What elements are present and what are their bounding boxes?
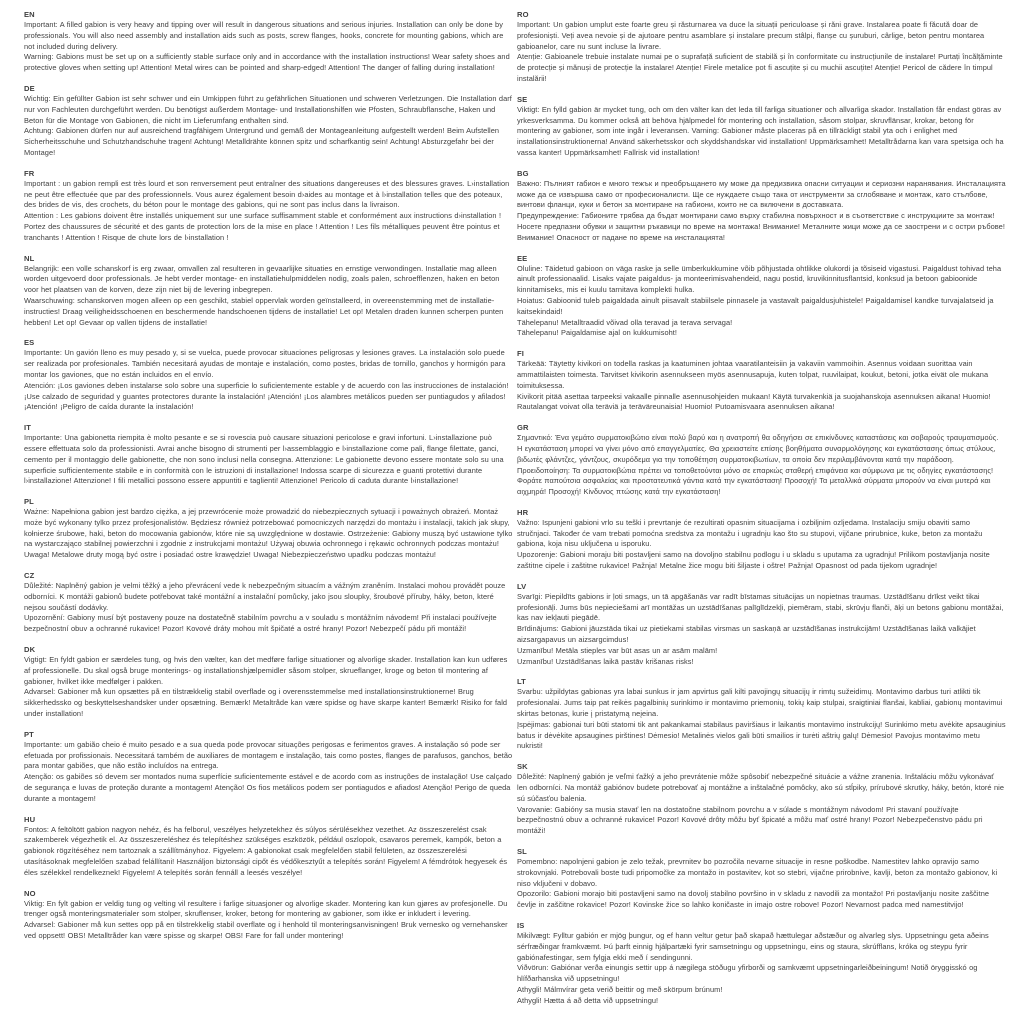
- instruction-paragraph: Предупреждение: Габионите трябва да бъдат монтирани само върху стабилна повърхност и в съответствие с инструкциите за монтаж! Носете предпазни обувки и защитни ръкавици по време на монтажа! Внимание! Металните жици може да се заострени и с остри ръбове! Внимание! Опасност от падане по време на инсталацията!: [517, 211, 1005, 242]
- instruction-paragraph: Wichtig: Ein gefüllter Gabion ist sehr schwer und ein Umkippen führt zu gefährlichen Situationen und schweren Verletzungen. Die Installation darf nur von Fachleuten durchgeführt werden. Du benötigst außerdem Montage- und Installationshilfen wie Pfosten, Schraubflansche, Haken und Beton für die Montage von Gabionen, die nicht im Lieferumfang enthalten sind.: [24, 93, 512, 125]
- language-section-ee: [517, 253, 1006, 340]
- instruction-paragraph: Important : un gabion rempli est très lourd et son renversement peut entraîner des situations dangereuses et des blessures graves. L›installation ne peut être effectuée que par des professionnels. Vous aurez également besoin d›aides au montage et à l›installation telles que des poteaux, des brides de vis, des crochets, du béton pour le montage des gabions, qui ne sont pas inclus dans la livraison.: [24, 178, 510, 210]
- instruction-paragraph: Belangrijk: een volle schanskorf is erg zwaar, omvallen zal resulteren in gevaarlijke situaties en ernstige verwondingen. Installatie mag alleen worden uitgevoerd door professionals. Je hebt verder montage- en installatiehulpmiddelen nodig, zoals palen, schroefflenzen, haken en beton voor het plaatsen van de korven, deze zijn niet bij de levering inbegrepen.: [24, 263, 500, 295]
- language-section-sl: [517, 846, 1006, 911]
- language-code-label: NO: [24, 888, 36, 898]
- language-section-cz: [24, 570, 513, 635]
- instruction-paragraph: Importante: Un gavión lleno es muy pesado y, si se vuelca, puede provocar situaciones peligrosas y lesiones graves. La instalación solo puede ser realizada por profesionales. También necesitará ayudas de montaje e instalación, como postes, bridas de tornillo, ganchos y hormigón para montar los gaviones, que no están incluidos en el envío.: [24, 348, 506, 379]
- instruction-paragraph: Viktig: En fylt gabion er veldig tung og velting vil resultere i farlige situasjoner og alvorlige skader. Montering kan kun gjøres av profesjonelle. Du trenger også monteringsmaterialer som stolper, skruflenser, kroker, betong for montering av gabioner, som ikke er inkludert i levering.: [24, 898, 508, 919]
- language-code-label: LV: [517, 581, 527, 591]
- instruction-paragraph: Advarsel: Gabioner må kun opsættes på en tilstrækkelig stabil overflade og i overensstemmelse med installationsinstruktionerne! Brug sikkerhedssko og beskyttelseshandsker under opsætning. Bemærk! Metaltråde kan være spidse og have skarpe kanter! Bemærk! Risiko for fald under installation!: [24, 687, 508, 719]
- instruction-paragraph: Įspėjimas: gabionai turi būti statomi tik ant pakankamai stabilaus paviršiaus ir laikantis montavimo instrukcijų! Surinkimo metu avėkite apsauginius batus ir dėvėkite apsaugines pirštines! Dėmesio! Metalinės vielos gali būti smailios ir turėti aštrių galų! Dėmesio! Pavojus montavimo metu nukristi!: [517, 719, 1006, 751]
- instruction-paragraph: Viktigt: En fylld gabion är mycket tung, och om den välter kan det leda till farliga situationer och allvarliga skador. Installation får endast göras av yrkesverksamma. Du kommer också att behöva hjälpmedel för montering och installation, såsom stolpar, skruvflänsar, krokar, betong för montering av gabioner, som inte ingår i leveransen. Varning: Gabioner måste placeras på en tillräckligt stabil yta och i enlighet med installationsinstruktionerna! Använd säkerhetsskor och skyddshandskar vid installation! Uppmärksamhet! Metalltrådarna kan vara spetsiga och ha vassa kanter! Uppmärksamhet! Fallrisk vid installation!: [517, 104, 1004, 157]
- instruction-paragraph: Achtung: Gabionen dürfen nur auf ausreichend tragfähigem Untergrund und gemäß der Montageanleitung aufgestellt werden! Beim Aufstellen Sicherheitsschuhe und Schutzhandschuhe tragen! Achtung! Metalldrähte können spitz und scharfkantig sein! Achtung! Absturzgefahr bei der Montage!: [24, 126, 500, 157]
- language-code-label: LT: [517, 677, 526, 687]
- instruction-paragraph: Important: A filled gabion is very heavy and tipping over will result in dangerous situations and serious injuries. Installation can only be done by professionals. You will also need assembly and installation aids such as posts, screw flanges, hooks, concrete for mounting gabions, which are not included during delivery.: [24, 20, 504, 51]
- instruction-paragraph: Attention : Les gabions doivent être installés uniquement sur une surface suffisamment stable et conformément aux instructions d›installation ! Portez des chaussures de sécurité et des gants de protection lors de la mise en place ! Attention ! Les fils métalliques peuvent être pointus et tranchants ! Attention ! Risque de chute lors de l›installation !: [24, 211, 502, 242]
- column-right: [517, 9, 1006, 1016]
- language-section-no: [24, 888, 513, 942]
- language-code-label: DK: [24, 645, 36, 655]
- instruction-paragraph: Ważne: Napełniona gabion jest bardzo ciężka, a jej przewrócenie może prowadzić do niebezpiecznych sytuacji i poważnych obrażeń. Montaż może być wykonany tylko przez profesjonalistów. Będziesz również potrzebować pomocniczych narzędzi do montażu i instalacji, takich jak słupy, kołnierze śrubowe, haki, beton do mocowania gabionów, które nie są uwzględnione w dostawie. Ostrzeżenie: Gabiony muszą być ustawione tylko na wystarczająco stabilnej powierzchni i zgodnie z instrukcjami montażu! Używaj obuwia ochronnego i rękawic ochronnych podczas montażu! Uwaga! Metalowe druty mogą być ostre i posiadać ostre krawędzie! Uwaga! Niebezpieczeństwo upadku podczas montażu!: [24, 507, 513, 560]
- instruction-paragraph: Importante: Una gabionetta riempita è molto pesante e se si rovescia può causare situazioni pericolose e gravi infortuni. L›installazione può essere effettuata solo da professionisti. Avrai anche bisogno di strumenti per l›assemblaggio e l›installazione come pali, flange filettate, ganci, cemento per il montaggio delle gabionette, che non sono inclusi nella consegna. Attenzione: Le gabionette devono essere montate solo su una superficie sufficientemente stabile e in conformità con le istruzioni di installazione! Indossa scarpe di sicurezza e guanti protettivi durante l›installazione! Attenzione! I fili metallici possono essere appuntiti e taglienti! Attenzione! Pericolo di caduta durante l›installazione!: [24, 433, 504, 486]
- instruction-paragraph: Athygli! Hætta á að detta við uppsetningu!: [517, 995, 659, 1005]
- language-section-hu: [24, 814, 513, 879]
- instruction-paragraph: Athygli! Málmvírar geta verið beittir og með skörpum brúnum!: [517, 984, 723, 994]
- instruction-paragraph: Atención: ¡Los gaviones deben instalarse solo sobre una superficie lo suficientemente estable y de acuerdo con las instrucciones de instalación! ¡Use calzado de seguridad y guantes protectores durante la instalación! ¡Atención! ¡Los alambres metálicos pueden ser puntiagudos y afilados! ¡Atención! ¡Peligro de caída durante la instalación!: [24, 380, 509, 412]
- language-code-label: EE: [517, 253, 528, 263]
- instruction-paragraph: Tärkeää: Täytetty kivikori on todella raskas ja kaatuminen johtaa vaaratilanteisiin ja vakaviin vammoihin. Asennus voidaan suorittaa vain ammattilaisten toimesta. Tarvitset kivikorin asennukseen myös asennusapuja, kuten tolpat, ruuvilaipat, koukut, betoni, jotka eivät ole mukana toimituksessa.: [517, 359, 989, 390]
- instruction-paragraph: Προειδοποίηση: Τα συρματοκιβώτια πρέπει να τοποθετούνται μόνο σε επαρκώς σταθερή επιφάνεια και σύμφωνα με τις οδηγίες εγκατάστασης! Φοράτε παπούτσια ασφαλείας και προστατευτικά γάντια κατά την εγκατάσταση! Προσοχή! Τα μεταλλικά σύρματα μπορούν να είναι μυτερά και αιχμηρά! Προσοχή! Κίνδυνος πτώσης κατά την εγκατάσταση!: [517, 465, 994, 497]
- language-section-ro: [517, 9, 1006, 85]
- language-code-label: PL: [24, 497, 34, 507]
- instruction-paragraph: Tähelepanu! Metalltraadid võivad olla teravad ja terava servaga!: [517, 317, 733, 327]
- instruction-paragraph: Uzmanību! Uzstādīšanas laikā pastāv krišanas risks!: [517, 656, 694, 666]
- instruction-paragraph: Svarīgi: Piepildīts gabions ir ļoti smags, un tā apgāšanās var radīt bīstamas situācijas un nopietnas traumas. Uzstādīšanu drīkst veikt tikai profesionāļi. Jums būs nepieciešami arī montāžas un uzstādīšanas palīglīdzekļi, piemēram, stabi, skrūvju flanči, āķi un betons gabionu montāžai, kas nav iekļauti piegādē.: [517, 591, 1004, 623]
- instruction-paragraph: Kivikorit pitää asettaa tarpeeksi vakaalle pinnalle asennusohjeiden mukaan! Käytä turvakenkiä ja suojahanskoja asennuksen aikana! Huomio! Rautalangat voivat olla teräviä ja teräväreunaisia! Huomio! Putoamisvaara asennuksen aikana!: [517, 391, 991, 412]
- language-section-it: [24, 422, 513, 487]
- instruction-paragraph: Atenție: Gabioanele trebuie instalate numai pe o suprafață suficient de stabilă și în conformitate cu instrucțiunile de instalare! Purtați încălțăminte de protecție și mănuși de protecție la instalare! Atenție! Firele metalice pot fi ascuțite și cu muchii ascuțite! Atenție! Pericol de cădere în timpul instalării!: [517, 52, 1003, 83]
- instruction-paragraph: Warning: Gabions must be set up on a sufficiently stable surface only and in accordance with the installation instructions! Wear safety shoes and protective gloves when setting up! Attention! Metal wires can be pointed and sharp-edged! Attention! The danger of falling during installation!: [24, 52, 510, 73]
- language-section-fi: [517, 348, 1006, 413]
- language-section-de: [24, 83, 513, 159]
- instruction-paragraph: Tähelepanu! Paigaldamise ajal on kukkumisoht!: [517, 328, 677, 338]
- language-section-se: [517, 94, 1006, 159]
- instruction-paragraph: Viðvörun: Gabiónar verða einungis settir upp á nægilega stöðugu yfirborði og samkvæmt uppsetningarleiðbeiningum! Notið öryggisskó og hlífðarhanska við uppsetningu!: [517, 963, 978, 984]
- instruction-paragraph: Vigtigt: En fyldt gabion er særdeles tung, og hvis den vælter, kan det medføre farlige situationer og alvorlige skader. Installation kan kun udføres af professionelle. Du skal også bruge monterings- og installationshjælpemidler såsom stolper, skrueflanger, kroge og beton til montering af gabioner, hvilket ikke medfølger i pakken.: [24, 655, 508, 686]
- instruction-paragraph: Dôležité: Naplnený gabión je veľmi ťažký a jeho prevrátenie môže spôsobiť nebezpečné situácie a vážne zranenia. Inštaláciu môžu vykonávať len odborníci. Na montáž gabiónov budete potrebovať aj montážne a inštalačné pomôcky, ako sú stĺpiky, prírubové skrutky, háky, betón, ktoré nie sú súčasťou balenia.: [517, 772, 1004, 803]
- language-code-label: EN: [24, 10, 35, 19]
- instruction-paragraph: Važno: Ispunjeni gabioni vrlo su teški i prevrtanje će rezultirati opasnim situacijama i ozbiljnim ozljedama. Instalaciju smiju obaviti samo stručnjaci. Također će vam trebati pomoćna sredstva za montažu i ugradnju kao što su stupovi, vijčane prirubnice, kuke, beton za montažu gabiona, koja nisu uključena u isporuku.: [517, 517, 983, 549]
- instruction-paragraph: Pomembno: napolnjeni gabion je zelo težak, prevrnitev bo pozročila nevarne situacije in resne poškodbe. Namestitev lahko opravijo samo strokovnjaki. Potrebovali boste tudi pripomočke za montažo in postavitev, kot so stebri, vijačne prirobnive, kavlji, beton za montažo gabionov, ki niso vključeni v dobavo.: [517, 857, 998, 888]
- language-section-en: [24, 9, 513, 74]
- language-code-label: IS: [517, 921, 525, 930]
- instruction-paragraph: Hoiatus: Gabioonid tuleb paigaldada ainult piisavalt stabiilsele pinnasele ja vastavalt paigaldusjuhistele! Paigaldamisel kandke turvajalatseid ja kaitsekindaid!: [517, 295, 994, 316]
- instruction-paragraph: Importante: um gabião cheio é muito pesado e a sua queda pode provocar situações perigosas e ferimentos graves. A instalação só pode ser efetuada por profissionais. Necessitará também de auxiliares de montagem e instalação, tais como postes, flanges de parafusos, ganchos, betão para montar gabiões, que não estão incluídos na entrega.: [24, 739, 513, 771]
- language-section-fr: [24, 168, 513, 244]
- language-section-bg: [517, 168, 1006, 244]
- language-section-lv: [517, 581, 1006, 668]
- column-left: [24, 9, 513, 951]
- language-code-label: SK: [517, 762, 528, 772]
- language-code-label: IT: [24, 423, 31, 433]
- language-code-label: DE: [24, 83, 35, 93]
- instruction-paragraph: Důležité: Naplněný gabion je velmi těžký a jeho převrácení vede k nebezpečným situacím a vážným zraněním. Instalaci mohou provádět pouze odborníci. K montáži gabionů budete potřebovat také montážní a instalační pomůcky, jako jsou sloupky, šroubové příruby, háky, beton, které nejsou součástí dodávky.: [24, 581, 506, 612]
- instruction-paragraph: Advarsel: Gabioner må kun settes opp på en tilstrekkelig stabil overflate og i henhold til monteringsanvisningen! Bruk vernesko og vernehansker ved oppsett! OBS! Metalltråder kan være spisse og skarpe! OBS! Fare for fall under montering!: [24, 920, 508, 940]
- language-section-pl: [24, 496, 513, 561]
- language-code-label: GR: [517, 423, 529, 433]
- instruction-paragraph: Svarbu: užpildytas gabionas yra labai sunkus ir jam apvirtus gali kilti pavojingų situacijų ir rimtų sužeidimų. Montavimo darbus turi atlikti tik profesionalai. Jums taip pat reikės pagalbinių surinkimo ir montavimo priemonių, tokių kaip stulpai, sraigtiniai flanšai, kabliai, gabionų montavimui skirtas betonas, kurie į pristatymą neįeina.: [517, 687, 1003, 719]
- language-code-label: BG: [517, 168, 529, 178]
- language-section-hr: [517, 507, 1006, 572]
- instruction-paragraph: Mikilvægt: Fylltur gabión er mjög þungur, og ef hann veltur getur það skapað hættulegar aðstæður og alvarleg slys. Uppsetningu geta aðeins sérfræðingar framkvæmt. Þú þarft einnig hjálpartæki fyrir samsetningu og uppsetningu, eins og staura, skrúfflans, króka og steypu fyrir gabiónafestingar, sem fylgja ekki með í sendingunni.: [517, 931, 989, 962]
- instruction-paragraph: Waarschuwing: schanskorven mogen alleen op een geschikt, stabiel oppervlak worden geïnstalleerd, in overeenstemming met de installatie-instructies! Draag veiligheidsschoenen en beschermende handschoenen tijdens de installatie! Let op! Metalen draden kunnen scherpen punten hebben! Let op! Gevaar op vallen tijdens de installatie!: [24, 295, 504, 327]
- language-code-label: FI: [517, 349, 524, 359]
- language-section-lt: [517, 676, 1006, 752]
- instruction-paragraph: Важно: Пълният габион е много тежък и преобръщането му може да предизвика опасни ситуации и сериозни наранявания. Инсталацията може да се извършва само от професионалисти. Ще се нуждаете също така от инструменти за сглобяване и монтаж, като стълбове, винтови фланци, куки и бетон за монтиране на габиони, които не са включени в доставката.: [517, 178, 1006, 210]
- language-code-label: FR: [24, 168, 35, 178]
- language-code-label: CZ: [24, 571, 35, 581]
- language-section-es: [24, 337, 513, 413]
- language-code-label: SL: [517, 847, 527, 857]
- language-code-label: PT: [24, 729, 34, 739]
- instruction-paragraph: Atenção: os gabiões só devem ser montados numa superfície suficientemente estável e de acordo com as instruções de instalação! Use calçado de segurança e luvas de proteção durante a montagem! Atenção! Os fios metálicos podem ser pontiagudos e afiados! Atenção! Perigo de queda durante a montagem!: [24, 772, 512, 803]
- language-code-label: HU: [24, 814, 36, 824]
- instruction-paragraph: Oluline: Täidetud gabioon on väga raske ja selle ümberkukkumine võib põhjustada ohtlikke olukordi ja tõsiseid vigastusi. Paigaldust tohivad teha ainult professionaalid. Lisaks vajate paigaldus- ja monteerimisvahendeid, nagu postid, kruvikinnitusflantsid, konksud ja betoon gabioonide kinnitamiseks, mis ei kuulu tarnitava komplekti hulka.: [517, 263, 1002, 295]
- language-section-pt: [24, 729, 513, 805]
- language-code-label: HR: [517, 507, 529, 517]
- instruction-paragraph: Important: Un gabion umplut este foarte greu și răsturnarea va duce la situații periculoase și răni grave. Instalarea poate fi făcută doar de profesioniști. Veți avea nevoie și de ajutoare pentru asamblare și instalare precum stâlpi, flanșe cu șuruburi, cârlige, beton pentru montarea gabioanelor, care nu sunt incluse la livrare.: [517, 20, 985, 51]
- language-code-label: ES: [24, 338, 35, 348]
- instruction-paragraph: Opozorilo: Gabioni morajo biti postavljeni samo na dovolj stabilno površino in v skladu z navodili za montažo! Pri postavljanju nosite zaščitne čevlje in zaščitne rokavice! Pozor! Kovinske žice so lahko koničaste in imajo ostre robove! Pozor! Nevarnost padca med namestitvijo!: [517, 889, 990, 910]
- instruction-paragraph: Brīdinājums: Gabioni jāuzstāda tikai uz pietiekami stabilas virsmas un saskaņā ar uzstādīšanas instrukcijām! Uzstādīšanas laikā valkājiet aizsargapavus un aizsargcimdus!: [517, 624, 976, 645]
- language-code-label: RO: [517, 10, 529, 19]
- language-section-gr: [517, 422, 1006, 498]
- language-section-nl: [24, 253, 513, 329]
- language-code-label: SE: [517, 94, 528, 104]
- instruction-paragraph: Varovanie: Gabióny sa musia stavať len na dostatočne stabilnom povrchu a v súlade s montážnym návodom! Pri stavaní používajte bezpečnostnú obuv a ochranné rukavice! Pozor! Kovové drôty môžu byť špicaté a môžu mať ostré hrany! Pozor! Nebezpečenstvo pádu pri montáži!: [517, 804, 983, 836]
- language-section-dk: [24, 644, 513, 720]
- instruction-paragraph: Σημαντικό: Ένα γεμάτο συρματοκιβώτιο είναι πολύ βαρύ και η ανατροπή θα οδηγήσει σε επικίνδυνες καταστάσεις και σοβαρούς τραυματισμούς. Η εγκατάσταση μπορεί να γίνει μόνο από επαγγελματίες. Θα χρειαστείτε επίσης βοηθήματα συναρμολόγησης και εγκατάστασης όπως στύλους, βιδωτές φλάντζες, γάντζους, σκυρόδεμα για την τοποθέτηση συρματοκιβωτίων, τα οποία δεν περιλαμβάνονται κατά την παράδοση.: [517, 433, 999, 464]
- instruction-paragraph: Upozornění: Gabiony musí být postaveny pouze na dostatečně stabilním povrchu a v souladu s montážním návodem! Při instalaci používejte bezpečnostní obuv a ochranné rukavice! Pozor! Kovové dráty mohou mít špičaté a ostré hrany! Pozor! Nebezpečí pádu při montáži!: [24, 613, 497, 634]
- language-section-sk: [517, 761, 1006, 837]
- instruction-paragraph: Fontos: A feltöltött gabion nagyon nehéz, és ha felborul, veszélyes helyzetekhez és súlyos sérülésekhez vezethet. Az összeszerelést csak szakemberek végezhetik el. Az összeszereléshez és telepítéshez szükséges eszközök, például oszlopok, csavaros peremek, kampók, beton a gabionok rögzítéséhez nem tartoznak a szállítmányhoz. Figyelem: A gabionokat csak megfelelően stabil felületen, az összeszerelési utasításoknak megfelelően szabad felállítani! Használjon biztonsági cipőt és védőkesztyűt a telepítés során! Figyelem! A fémdrótok hegyesek és éles szélekkel rendelkeznek! Figyelem! A telepítés során fennáll a leesés veszélye!: [24, 824, 508, 877]
- language-code-label: NL: [24, 253, 35, 263]
- language-section-is: [517, 920, 1006, 1007]
- instruction-paragraph: Upozorenje: Gabioni moraju biti postavljeni samo na dovoljno stabilnu podlogu i u skladu s uputama za ugradnju! Prilikom postavljanja nosite zaštitne cipele i zaštitne rukavice! Pažnja! Metalne žice mogu biti šiljaste i oštre! Pažnja! Opasnost od pada tijekom ugradnje!: [517, 550, 990, 571]
- instruction-paragraph: Uzmanību! Metāla stieples var būt asas un ar asām malām!: [517, 645, 718, 655]
